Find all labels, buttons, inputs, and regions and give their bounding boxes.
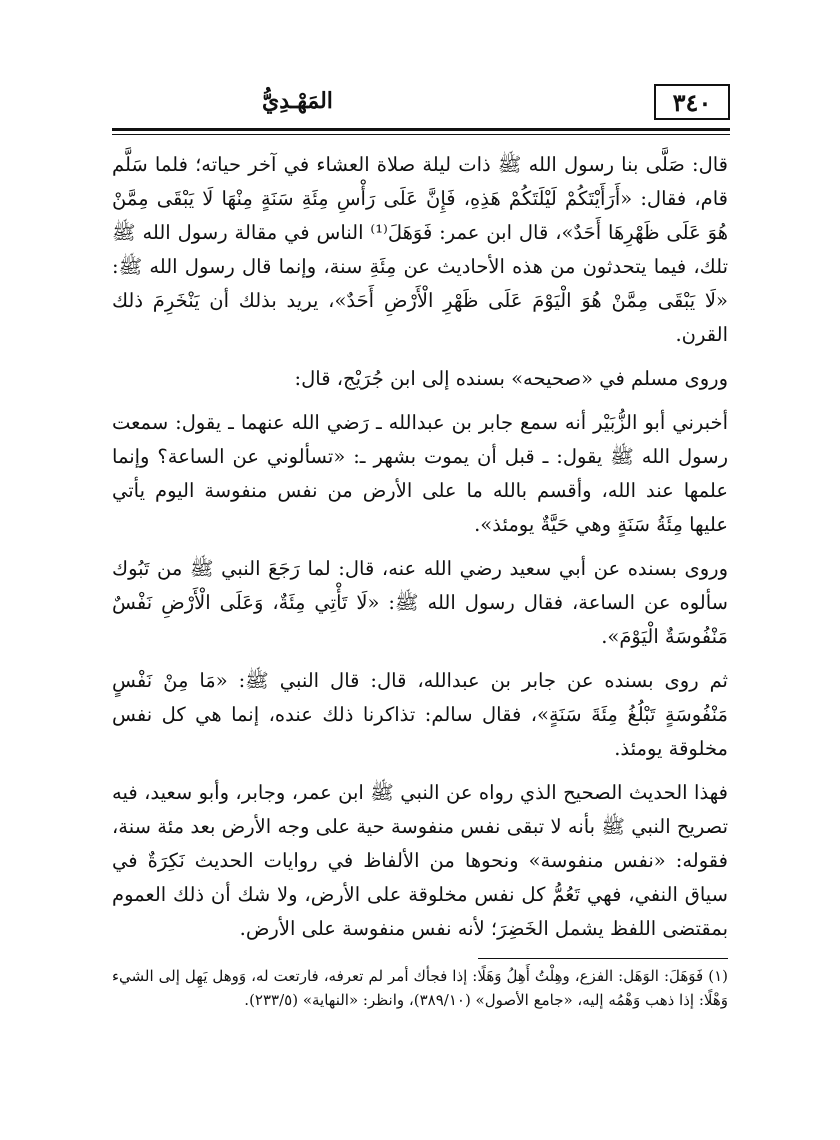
footnote-rule bbox=[478, 958, 728, 959]
paragraph-hadith-abu-saeed: وروى بسنده عن أبي سعيد رضي الله عنه، قال: لما رَجَعَ النبي ﷺ من تَبُوك سألوه عن الساعة، فقال رسول الله ﷺ: «لَا تَأْتِي مِئَةٌ، وَعَلَى الْأَرْضِ نَفْسٌ مَنْفُوسَةٌ الْيَوْمَ». bbox=[112, 557, 728, 648]
paragraph-commentary: فهذا الحديث الصحيح الذي رواه عن النبي ﷺ ابن عمر، وجابر، وأبو سعيد، فيه تصريح النبي ﷺ بأنه لا تبقى نفس منفوسة حية على وجه الأرض بعد مئة سنة، فقوله: «نفس منفوسة» ونحوها من الألفاظ في روايات الحديث نَكِرَةٌ في سياق النفي، فهي تَعُمُّ كل نفس مخلوقة على الأرض، ولا شك أن ذلك العموم بمقتضى اللفظ يشمل الخَضِرَ؛ لأنه نفس منفوسة على الأرض. bbox=[112, 781, 729, 940]
running-title: المَهْـدِيُّ bbox=[262, 88, 333, 114]
paragraph-hadith-ibn-umar: قال: صَلَّى بنا رسول الله ﷺ ذات ليلة صلاة العشاء في آخر حياته؛ فلما سَلَّم قام، فقال: «أَرَأَيْتَكُمْ لَيْلَتَكُمْ هَذِهِ، فَإِنَّ عَلَى رَأْسِ مِئَةِ سَنَةٍ مِنْهَا لَا يَبْقَى مِمَّنْ هُوَ عَلَى ظَهْرِهَا أَحَدٌ»، قال ابن عمر: فَوَهَلَ⁽¹⁾ الناس في مقالة رسول الله ﷺ تلك، فيما يتحدثون من هذه الأحاديث عن مِئَةِ سنة، وإنما قال رسول الله ﷺ: «لَا يَبْقَى مِمَّنْ هُوَ الْيَوْمَ عَلَى ظَهْرِ الْأَرْضِ أَحَدٌ»، يريد بذلك أن يَنْخَرِمَ ذلك القرن. bbox=[112, 153, 729, 346]
footnote: (١) فَوَهَلَ: الوَهَل: الفزع، وهِلْتُ أَهِلُ وَهَلًا: إذا فجأك أمر لم تعرفه، فارتعت له، وَوهل يَهِل إلى الشيء وَهْلًا: إذا ذهب وَهْمُه إليه، «جامع الأصول» (٣٨٩/١٠)، وانظر: «النهاية» (٢٣٣/٥). bbox=[112, 967, 728, 1009]
body-text bbox=[112, 148, 728, 946]
paragraph-hadith-jabir: أخبرني أبو الزُّبَيْر أنه سمع جابر بن عبدالله ـ رَضي الله عنهما ـ يقول: سمعت رسول الله ﷺ يقول: ـ قبل أن يموت بشهر ـ: «تسألوني عن الساعة؟ وإنما علمها عند الله، وأقسم بالله ما على الأرض من نفس منفوسة اليوم يأتي عليها مِئَةُ سَنَةٍ وهي حَيَّةٌ يومئذ». bbox=[112, 411, 728, 536]
page-header bbox=[112, 84, 730, 126]
paragraph-hadith-jabir-2: ثم روى بسنده عن جابر بن عبدالله، قال: قال النبي ﷺ: «مَا مِنْ نَفْسٍ مَنْفُوسَةٍ تَبْلُغُ مِئَةَ سَنَةٍ»، فقال سالم: تذاكرنا ذلك عنده، إنما هي كل نفس مخلوقة يومئذ. bbox=[112, 669, 728, 760]
header-rule-thick bbox=[112, 128, 730, 131]
paragraph-muslim-intro: وروى مسلم في «صحيحه» بسنده إلى ابن جُرَيْج، قال: bbox=[294, 367, 728, 390]
page-number: ٣٤٠ bbox=[654, 84, 730, 120]
header-rule-thin bbox=[112, 134, 730, 135]
